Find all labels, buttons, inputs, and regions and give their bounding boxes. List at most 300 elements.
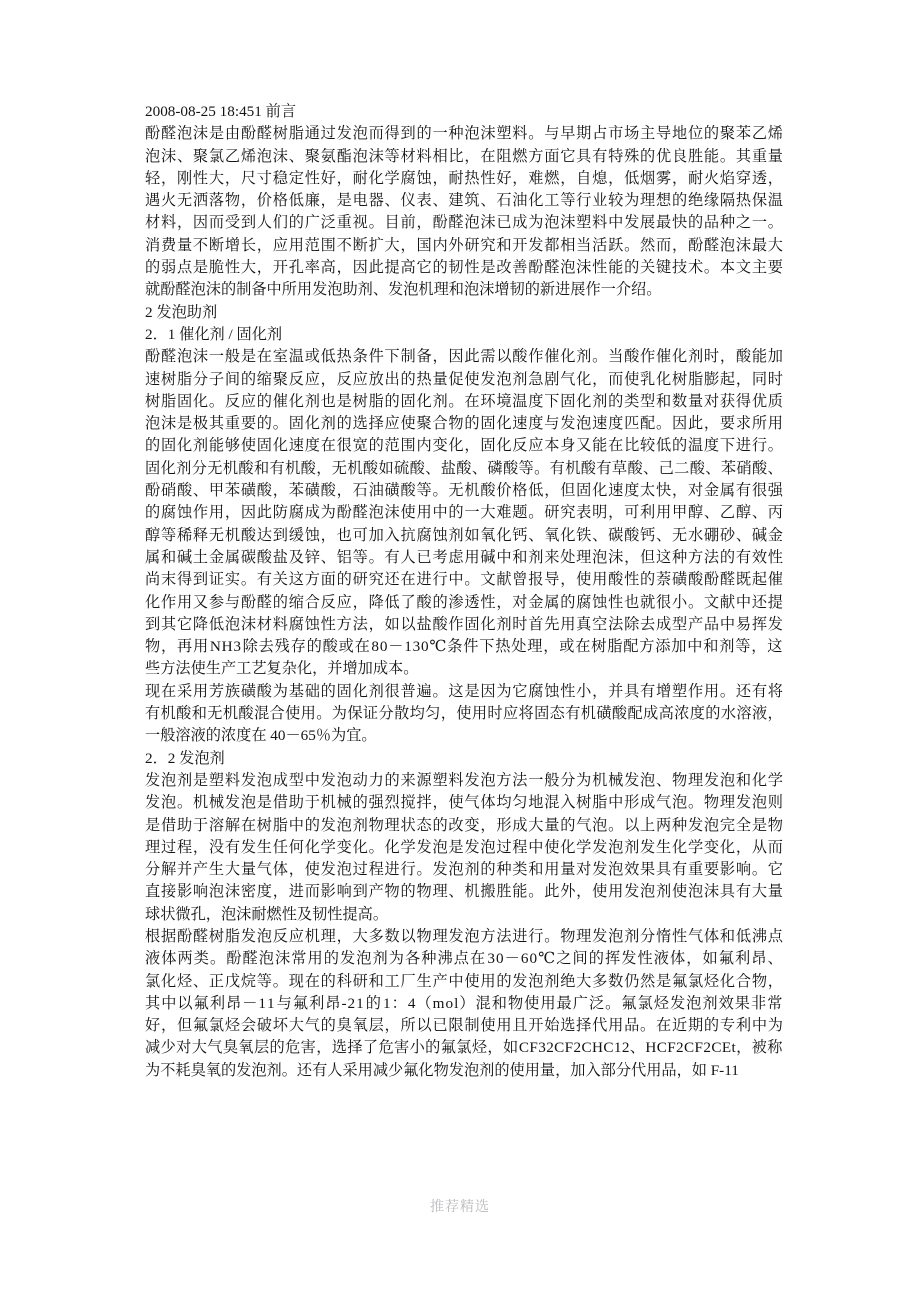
glyph: 大 — [480, 504, 496, 522]
glyph: 化 — [352, 838, 368, 856]
glyph: 大 — [751, 883, 767, 901]
glyph: 机 — [347, 459, 363, 477]
glyph: 选 — [352, 415, 368, 433]
glyph: 或 — [304, 348, 320, 366]
glyph: 氟 — [718, 950, 734, 968]
glyph: 应 — [304, 370, 320, 388]
glyph: 醛 — [719, 571, 736, 589]
glyph: 入 — [384, 526, 400, 544]
glyph: 1 — [258, 994, 267, 1012]
glyph: 度 — [528, 392, 544, 410]
document-header-line: 2008-08-25 18:451 前言 — [145, 103, 297, 120]
glyph: 耐 — [448, 169, 464, 187]
glyph: 够 — [224, 437, 241, 455]
glyph: 键 — [656, 259, 672, 277]
glyph: 目 — [384, 214, 400, 232]
glyph: 在 — [656, 1017, 672, 1035]
glyph: 渗 — [448, 593, 464, 611]
glyph: 的 — [145, 437, 161, 455]
glyph: 沫 — [224, 883, 241, 901]
glyph: 价 — [256, 192, 272, 210]
glyph: 合 — [432, 415, 448, 433]
glyph: 环 — [480, 392, 496, 410]
glyph: 性 — [560, 682, 576, 700]
glyph: 影 — [176, 883, 193, 901]
glyph: 学 — [400, 838, 416, 856]
glyph: 行 — [528, 927, 544, 945]
document-line: 一般溶液的浓度在 40－65％为宜。 — [145, 727, 377, 745]
document-line — [145, 212, 783, 234]
glyph: 种 — [671, 548, 688, 566]
glyph: 孔 — [288, 259, 304, 277]
glyph: 作 — [640, 348, 656, 366]
glyph: 同 — [751, 370, 767, 388]
glyph: 围 — [400, 437, 416, 455]
glyph: － — [388, 638, 404, 656]
glyph: 得 — [384, 125, 400, 143]
glyph: 化 — [145, 593, 161, 611]
glyph: 。 — [432, 482, 448, 500]
document-line — [145, 815, 783, 837]
glyph: 害 — [394, 1039, 410, 1057]
glyph: 去 — [640, 615, 656, 633]
glyph: 沫 — [608, 548, 624, 566]
glyph: ， — [161, 638, 177, 656]
glyph: 种 — [421, 950, 437, 968]
glyph: 磷 — [487, 459, 503, 477]
glyph: 泡 — [687, 883, 704, 901]
glyph: 锌 — [304, 548, 320, 566]
glyph: 沫 — [480, 214, 496, 232]
glyph: 缩 — [288, 593, 304, 611]
glyph: 不 — [192, 236, 209, 254]
glyph: 为 — [388, 950, 404, 968]
glyph: 反 — [336, 370, 352, 388]
glyph: 增 — [656, 682, 672, 700]
glyph: 条 — [352, 348, 368, 366]
glyph: 除 — [242, 638, 258, 656]
glyph: 选 — [560, 1017, 576, 1035]
glyph: 大 — [288, 1017, 304, 1035]
glyph: 蚀 — [544, 682, 560, 700]
glyph: C — [603, 1039, 614, 1057]
glyph: E — [721, 1039, 732, 1057]
glyph: 这 — [656, 548, 672, 566]
glyph: 氯 — [456, 1039, 472, 1057]
glyph: 低 — [624, 169, 640, 187]
glyph: 的 — [384, 392, 400, 410]
glyph: 成 — [643, 705, 659, 723]
glyph: 酸 — [238, 705, 254, 723]
glyph: 效 — [718, 994, 734, 1012]
glyph: 人 — [256, 214, 272, 232]
glyph: 和 — [191, 705, 207, 723]
glyph: 固 — [145, 459, 161, 477]
glyph: 沫 — [368, 147, 384, 165]
glyph: 轻 — [145, 169, 161, 187]
glyph: 此 — [464, 348, 480, 366]
glyph: 因 — [192, 214, 209, 232]
glyph: 态 — [416, 816, 432, 834]
glyph: 的 — [640, 571, 656, 589]
glyph: 由 — [224, 125, 241, 143]
glyph: 发 — [432, 861, 448, 879]
glyph: 与 — [224, 593, 241, 611]
glyph: 的 — [145, 259, 161, 277]
glyph: 稀 — [176, 526, 193, 544]
glyph: 酚 — [240, 593, 256, 611]
glyph: 草 — [611, 459, 628, 477]
glyph: 为 — [767, 1017, 783, 1035]
glyph: 多 — [592, 972, 608, 990]
glyph: 当 — [576, 236, 592, 254]
glyph: 火 — [703, 169, 720, 187]
glyph: 土 — [192, 548, 209, 566]
glyph: 量 — [767, 883, 783, 901]
glyph: 的 — [432, 593, 448, 611]
glyph: 利 — [309, 994, 325, 1012]
glyph: 匀 — [512, 794, 528, 812]
glyph: 械 — [208, 794, 225, 812]
glyph: 有 — [549, 459, 565, 477]
glyph: 泡 — [464, 927, 480, 945]
glyph: 物 — [224, 192, 241, 210]
glyph: 剂 — [719, 638, 735, 656]
glyph: 学 — [384, 169, 400, 187]
glyph: 酸 — [624, 348, 640, 366]
glyph: 层 — [253, 1039, 270, 1057]
glyph: 泡 — [496, 370, 512, 388]
glyph: 。 — [751, 861, 767, 879]
glyph: （ — [416, 994, 432, 1012]
glyph: 酚 — [687, 236, 704, 254]
glyph: 广 — [572, 994, 588, 1012]
glyph: C — [684, 1039, 695, 1057]
glyph: 想 — [656, 192, 672, 210]
glyph: 沸 — [437, 950, 453, 968]
glyph: 剂 — [512, 370, 528, 388]
glyph: 破 — [256, 1017, 272, 1035]
glyph: 有 — [735, 548, 752, 566]
glyph: 相 — [560, 236, 576, 254]
glyph: ， — [592, 370, 608, 388]
glyph: 氯 — [208, 147, 225, 165]
glyph: 提 — [384, 259, 400, 277]
glyph: 已 — [496, 214, 512, 232]
glyph: 脂 — [607, 638, 623, 656]
glyph: 。 — [719, 147, 736, 165]
glyph: 限 — [448, 1017, 464, 1035]
glyph: 机 — [224, 526, 241, 544]
glyph: 混 — [253, 705, 270, 723]
glyph: 的 — [336, 571, 352, 589]
glyph: 发 — [480, 370, 496, 388]
glyph: 发 — [560, 415, 576, 433]
document-line — [145, 525, 783, 547]
glyph: 及 — [288, 548, 304, 566]
glyph: 生 — [256, 838, 272, 856]
glyph: 化 — [560, 348, 576, 366]
glyph: 空 — [592, 615, 608, 633]
glyph: 用 — [656, 504, 672, 522]
glyph: 以 — [400, 615, 416, 633]
glyph: 盐 — [272, 548, 288, 566]
glyph: 低 — [384, 593, 400, 611]
glyph: 进 — [288, 883, 304, 901]
glyph: 出 — [384, 370, 400, 388]
glyph: 固 — [256, 437, 272, 455]
glyph: 理 — [576, 927, 592, 945]
glyph: 发 — [592, 838, 608, 856]
glyph: 泛 — [320, 214, 336, 232]
glyph: 发 — [767, 615, 783, 633]
glyph: 温 — [687, 437, 704, 455]
glyph: 点 — [453, 950, 469, 968]
glyph: 物 — [703, 794, 720, 812]
document-line — [145, 1037, 783, 1059]
glyph: 热 — [464, 169, 480, 187]
glyph: 氯 — [687, 972, 704, 990]
glyph: 利 — [209, 994, 225, 1012]
glyph: 1 — [356, 994, 364, 1012]
glyph: 化 — [719, 838, 736, 856]
glyph: 这 — [288, 571, 304, 589]
glyph: 发 — [320, 861, 336, 879]
glyph: 点 — [767, 927, 783, 945]
glyph: 因 — [352, 259, 368, 277]
glyph: 应 — [272, 236, 288, 254]
glyph: 化 — [304, 838, 320, 856]
glyph: 发 — [528, 236, 544, 254]
glyph: 昂 — [226, 994, 242, 1012]
glyph: 无 — [448, 482, 464, 500]
glyph: ， — [735, 370, 752, 388]
glyph: 泛 — [588, 994, 605, 1012]
glyph: 它 — [176, 615, 193, 633]
glyph: 腐 — [288, 615, 304, 633]
glyph: 氧 — [352, 1017, 368, 1035]
glyph: 氨 — [320, 147, 336, 165]
glyph: 借 — [272, 794, 288, 812]
glyph: 、 — [320, 548, 336, 566]
glyph: 寸 — [256, 169, 272, 187]
glyph: 的 — [320, 682, 336, 700]
glyph: 大 — [208, 169, 225, 187]
glyph: 类 — [512, 861, 528, 879]
glyph: 和 — [491, 994, 507, 1012]
glyph: 有 — [735, 883, 752, 901]
glyph: 料 — [416, 147, 432, 165]
glyph: ， — [560, 571, 576, 589]
glyph: 石 — [496, 192, 512, 210]
glyph: 常 — [291, 950, 307, 968]
glyph: 。 — [448, 392, 464, 410]
glyph: 。 — [687, 593, 704, 611]
glyph: 物 — [560, 927, 576, 945]
document-line — [145, 993, 783, 1015]
glyph: 分 — [145, 861, 161, 879]
glyph: 去 — [258, 638, 274, 656]
glyph: 的 — [384, 771, 400, 789]
glyph: ， — [719, 348, 736, 366]
glyph: 如 — [502, 1039, 519, 1057]
glyph: 机 — [565, 459, 581, 477]
glyph: 泡 — [258, 950, 274, 968]
glyph: 用 — [480, 972, 496, 990]
glyph: 械 — [608, 771, 624, 789]
glyph: 大 — [224, 861, 241, 879]
glyph: 分 — [560, 771, 576, 789]
glyph: 蚀 — [304, 615, 320, 633]
glyph: ， — [767, 169, 783, 187]
glyph: 气 — [256, 861, 272, 879]
glyph: 量 — [687, 392, 704, 410]
glyph: 浓 — [674, 705, 690, 723]
glyph: 温 — [767, 192, 783, 210]
glyph: 高 — [320, 259, 336, 277]
glyph: 使 — [448, 794, 464, 812]
glyph: 其 — [735, 147, 752, 165]
glyph: 泡 — [464, 125, 480, 143]
glyph: 化 — [560, 838, 576, 856]
glyph: 醇 — [735, 504, 752, 522]
glyph: 碳 — [608, 526, 624, 544]
glyph: 雾 — [656, 169, 672, 187]
document-line — [145, 458, 783, 480]
glyph: 体 — [670, 950, 686, 968]
glyph: 惰 — [656, 927, 672, 945]
glyph: 甲 — [208, 482, 225, 500]
document-line — [145, 369, 783, 391]
document-line — [145, 435, 783, 457]
glyph: 在 — [304, 972, 320, 990]
glyph: 的 — [288, 214, 304, 232]
glyph: 固 — [400, 392, 416, 410]
glyph: 的 — [320, 972, 336, 990]
glyph: 剂 — [528, 548, 544, 566]
glyph: 般 — [224, 348, 241, 366]
glyph: 塑 — [432, 771, 448, 789]
glyph: 代 — [592, 1017, 608, 1035]
glyph: 配 — [623, 638, 639, 656]
glyph: 乙 — [751, 125, 767, 143]
glyph: 大 — [352, 927, 368, 945]
glyph: 酸 — [176, 482, 193, 500]
glyph: 助 — [176, 816, 193, 834]
glyph: 宽 — [352, 437, 368, 455]
glyph: 和 — [160, 548, 177, 566]
glyph: 物 — [384, 883, 400, 901]
glyph: 化 — [272, 437, 288, 455]
glyph: 如 — [378, 459, 394, 477]
document-line — [145, 926, 783, 948]
glyph: 善 — [512, 259, 528, 277]
glyph: 本 — [719, 259, 736, 277]
glyph: 应 — [384, 415, 400, 433]
glyph: 落 — [208, 192, 225, 210]
glyph: 源 — [416, 771, 432, 789]
glyph: 芳 — [208, 682, 225, 700]
glyph: ， — [751, 638, 767, 656]
glyph: 泡 — [448, 861, 464, 879]
glyph: 借 — [160, 816, 177, 834]
glyph: 3 — [487, 950, 495, 968]
glyph: 具 — [624, 682, 640, 700]
glyph: 氧 — [480, 526, 496, 544]
glyph: 。 — [687, 794, 704, 812]
glyph: 件 — [368, 348, 384, 366]
glyph: 低 — [528, 482, 544, 500]
glyph: 发 — [320, 816, 336, 834]
glyph: 种 — [448, 125, 464, 143]
glyph: 较 — [608, 192, 624, 210]
glyph: ， — [320, 370, 336, 388]
glyph: 度 — [304, 437, 320, 455]
glyph: 以 — [624, 816, 640, 834]
glyph: 。 — [272, 972, 288, 990]
glyph: 能 — [703, 147, 720, 165]
glyph: 法 — [496, 927, 512, 945]
glyph: 占 — [592, 125, 608, 143]
glyph: 应 — [336, 593, 352, 611]
glyph: ， — [608, 169, 624, 187]
document-line — [145, 146, 783, 168]
glyph: 形 — [496, 816, 512, 834]
glyph: 配 — [627, 705, 643, 723]
glyph: 遍 — [416, 682, 432, 700]
glyph: 液 — [145, 950, 161, 968]
glyph: 酸 — [240, 526, 256, 544]
glyph: 两 — [656, 816, 672, 834]
glyph: 果 — [640, 861, 656, 879]
glyph: 的 — [256, 415, 272, 433]
glyph: 胜 — [496, 883, 512, 901]
glyph: 的 — [560, 593, 576, 611]
glyph: 的 — [687, 214, 704, 232]
glyph: 为 — [624, 192, 640, 210]
glyph: 臭 — [222, 1039, 238, 1057]
document-line — [145, 480, 783, 502]
glyph: 催 — [544, 348, 560, 366]
glyph: 作 — [160, 593, 177, 611]
glyph: 内 — [432, 236, 448, 254]
glyph: 快 — [656, 482, 672, 500]
glyph: 酸 — [256, 482, 272, 500]
glyph: 有 — [565, 705, 581, 723]
glyph: ， — [368, 615, 384, 633]
glyph: ℃ — [429, 638, 447, 656]
glyph: 上 — [640, 816, 656, 834]
glyph: 沫 — [192, 125, 209, 143]
glyph: 是 — [192, 771, 209, 789]
glyph: 然 — [640, 972, 656, 990]
glyph: 2 — [546, 1039, 554, 1057]
glyph: 。 — [605, 994, 621, 1012]
glyph: 能 — [608, 259, 624, 277]
glyph: 学 — [576, 838, 592, 856]
glyph: 泡 — [576, 415, 592, 433]
glyph: 发 — [703, 771, 720, 789]
glyph: 的 — [608, 392, 624, 410]
glyph: 长 — [240, 236, 256, 254]
glyph: 化 — [176, 437, 193, 455]
glyph: 气 — [560, 370, 576, 388]
glyph: 匹 — [624, 415, 640, 433]
glyph: 固 — [176, 392, 193, 410]
glyph: ， — [224, 169, 241, 187]
glyph: 释 — [192, 526, 209, 544]
glyph: 是 — [336, 392, 352, 410]
